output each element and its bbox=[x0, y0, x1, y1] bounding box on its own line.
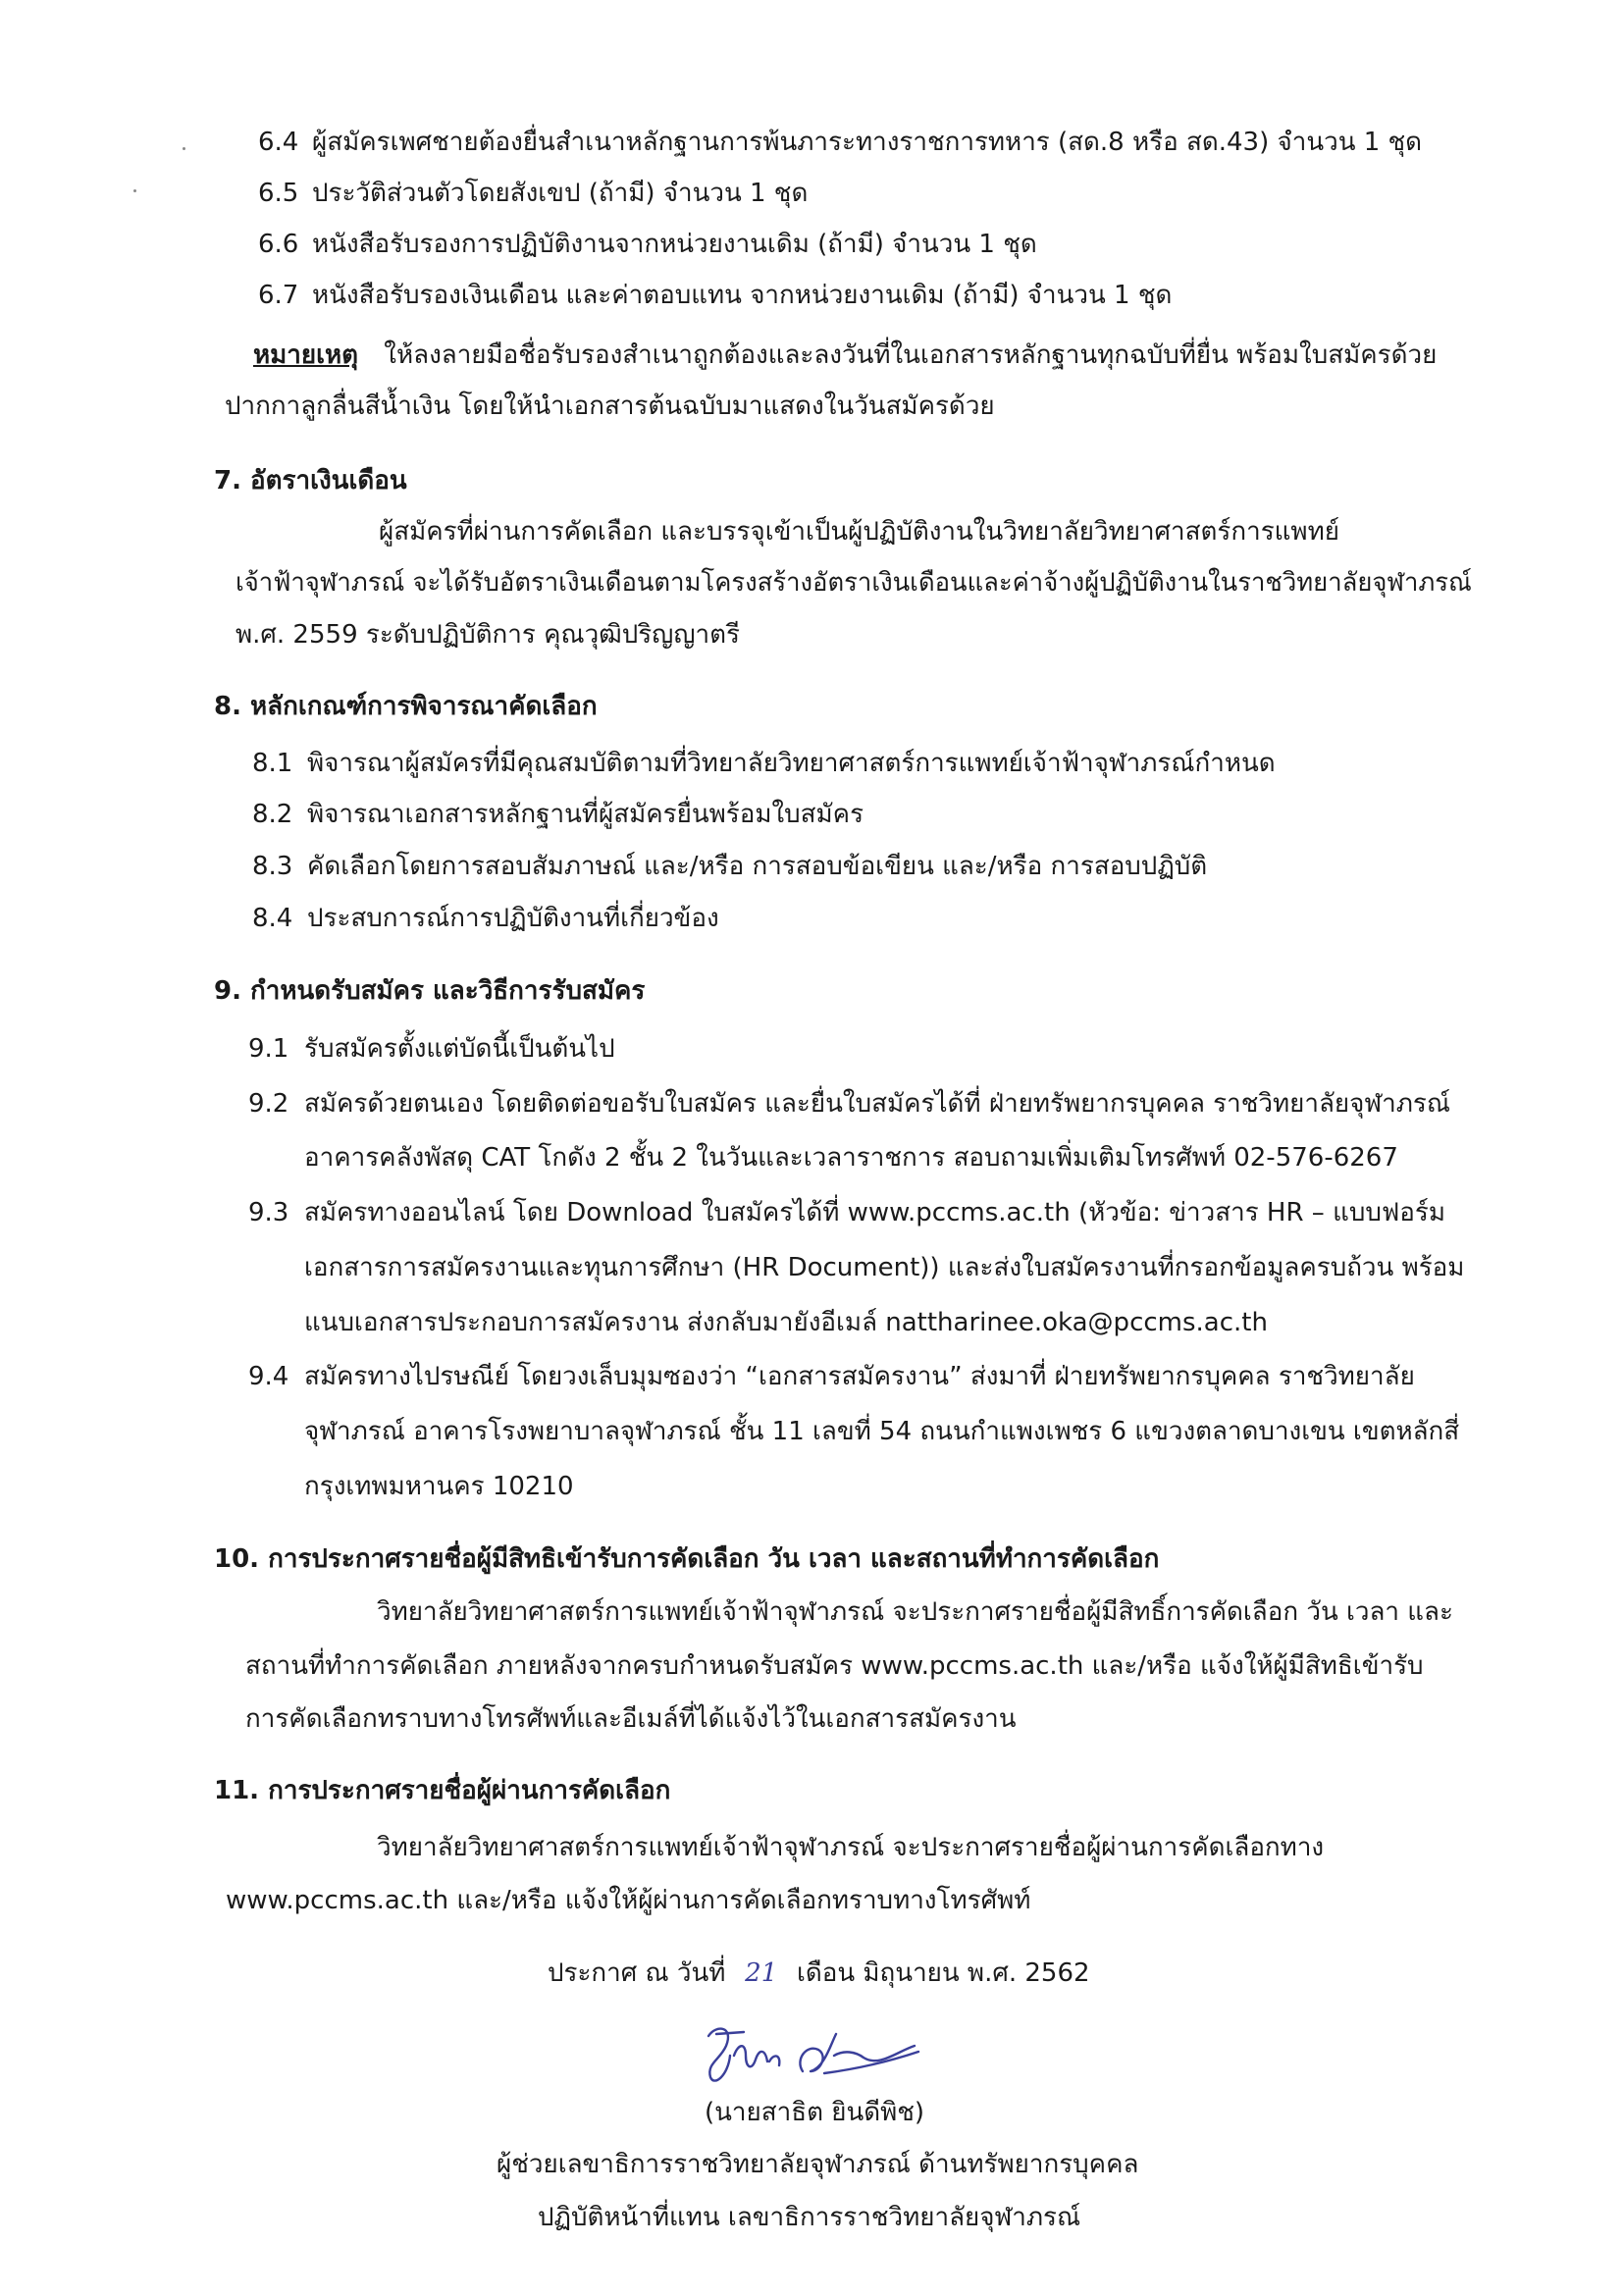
handwritten-day: 21 bbox=[745, 1958, 778, 1988]
list-item: 8.3 คัดเลือกโดยการสอบสัมภาษณ์ และ/หรือ การสอบข้อเขียน และ/หรือ การสอบปฏิบัติ bbox=[252, 852, 1208, 881]
announcement-date: ประกาศ ณ วันที่ 21 เดือน มิถุนายน พ.ศ. 2562 bbox=[548, 1958, 1090, 1988]
section-title: 10. การประกาศรายชื่อผู้มีสิทธิเข้ารับการคัดเลือก วัน เวลา และสถานที่ทำการคัดเลือก bbox=[214, 1544, 1160, 1574]
note-label: หมายเหตุ bbox=[253, 340, 359, 370]
list-item: 6.6 หนังสือรับรองการปฏิบัติงานจากหน่วยงานเดิม (ถ้ามี) จำนวน 1 ชุด bbox=[258, 230, 1037, 259]
section-title: 11. การประกาศรายชื่อผู้ผ่านการคัดเลือก bbox=[214, 1776, 671, 1805]
paragraph-line: www.pccms.ac.th และ/หรือ แจ้งให้ผู้ผ่านการคัดเลือกทราบทางโทรศัพท์ bbox=[226, 1886, 1031, 1915]
list-item: 6.4 ผู้สมัครเพศชายต้องยื่นสำเนาหลักฐานการพ้นภาระทางราชการทหาร (สด.8 หรือ สด.43) จำนวน 1 ชุด bbox=[258, 128, 1423, 157]
paragraph-line: สถานที่ทำการคัดเลือก ภายหลังจากครบกำหนดรับสมัคร www.pccms.ac.th และ/หรือ แจ้งให้ผู้มีสิทธิเข้ารับ bbox=[245, 1651, 1424, 1681]
section-title: 9. กำหนดรับสมัคร และวิธีการรับสมัคร bbox=[214, 976, 646, 1006]
signatory-position: ปฏิบัติหน้าที่แทน เลขาธิการราชวิทยาลัยจุฬาภรณ์ bbox=[538, 2203, 1081, 2232]
list-item: 6.7 หนังสือรับรองเงินเดือน และค่าตอบแทน จากหน่วยงานเดิม (ถ้ามี) จำนวน 1 ชุด bbox=[258, 281, 1173, 310]
paragraph-line: การคัดเลือกทราบทางโทรศัพท์และอีเมล์ที่ได้แจ้งไว้ในเอกสารสมัครงาน bbox=[245, 1704, 1017, 1734]
signature-image bbox=[687, 2016, 922, 2095]
paragraph-line: ผู้สมัครที่ผ่านการคัดเลือก และบรรจุเข้าเป็นผู้ปฏิบัติงานในวิทยาลัยวิทยาศาสตร์การแพทย์ bbox=[379, 517, 1339, 547]
paragraph-line: วิทยาลัยวิทยาศาสตร์การแพทย์เจ้าฟ้าจุฬาภรณ์ จะประกาศรายชื่อผู้ผ่านการคัดเลือกทาง bbox=[377, 1833, 1325, 1862]
list-item: 8.2 พิจารณาเอกสารหลักฐานที่ผู้สมัครยื่นพร้อมใบสมัคร bbox=[252, 800, 864, 829]
list-item: 6.5 ประวัติส่วนตัวโดยสังเขป (ถ้ามี) จำนวน 1 ชุด bbox=[258, 179, 809, 208]
section-title: 7. อัตราเงินเดือน bbox=[214, 466, 407, 496]
list-item-continued: อาคารคลังพัสดุ CAT โกดัง 2 ชั้น 2 ในวันและเวลาราชการ สอบถามเพิ่มเติมโทรศัพท์ 02-576-6267 bbox=[304, 1143, 1398, 1173]
list-item: 8.4 ประสบการณ์การปฏิบัติงานที่เกี่ยวข้อง bbox=[252, 904, 719, 933]
list-item: 9.4 สมัครทางไปรษณีย์ โดยวงเล็บมุมซองว่า “เอกสารสมัครงาน” ส่งมาที่ ฝ่ายทรัพยากรบุคคล ราชวิทยาลัย bbox=[248, 1362, 1415, 1391]
paragraph-line: พ.ศ. 2559 ระดับปฏิบัติการ คุณวุฒิปริญญาตรี bbox=[236, 620, 740, 650]
list-item: 9.1 รับสมัครตั้งแต่บัดนี้เป็นต้นไป bbox=[248, 1034, 615, 1064]
scan-speck bbox=[133, 189, 136, 192]
note-line: หมายเหตุ ให้ลงลายมือชื่อรับรองสำเนาถูกต้องและลงวันที่ในเอกสารหลักฐานทุกฉบับที่ยื่น พร้อมใบสมัครด้วย bbox=[253, 340, 1438, 370]
list-item-continued: แนบเอกสารประกอบการสมัครงาน ส่งกลับมายังอีเมล์ nattharinee.oka@pccms.ac.th bbox=[304, 1308, 1268, 1337]
paragraph-line: เจ้าฟ้าจุฬาภรณ์ จะได้รับอัตราเงินเดือนตามโครงสร้างอัตราเงินเดือนและค่าจ้างผู้ปฏิบัติงานในราชวิทยาลัยจุฬาภรณ์ bbox=[236, 568, 1472, 598]
signatory-name: (นายสาธิต ยินดีพิช) bbox=[705, 2098, 925, 2127]
list-item-continued: จุฬาภรณ์ อาคารโรงพยาบาลจุฬาภรณ์ ชั้น 11 เลขที่ 54 ถนนกำแพงเพชร 6 แขวงตลาดบางเขน เขตหลักสี่ bbox=[304, 1417, 1460, 1446]
paragraph-line: วิทยาลัยวิทยาศาสตร์การแพทย์เจ้าฟ้าจุฬาภรณ์ จะประกาศรายชื่อผู้มีสิทธิ์การคัดเลือก วัน เวลา และ bbox=[377, 1597, 1453, 1627]
note-line: ปากกาลูกลื่นสีน้ำเงิน โดยให้นำเอกสารต้นฉบับมาแสดงในวันสมัครด้วย bbox=[225, 391, 995, 421]
section-title: 8. หลักเกณฑ์การพิจารณาคัดเลือก bbox=[214, 692, 598, 721]
list-item: 8.1 พิจารณาผู้สมัครที่มีคุณสมบัติตามที่วิทยาลัยวิทยาศาสตร์การแพทย์เจ้าฟ้าจุฬาภรณ์กำหนด bbox=[252, 749, 1276, 778]
scan-speck bbox=[183, 147, 185, 150]
signatory-position: ผู้ช่วยเลขาธิการราชวิทยาลัยจุฬาภรณ์ ด้านทรัพยากรบุคคล bbox=[497, 2150, 1139, 2179]
list-item: 9.2 สมัครด้วยตนเอง โดยติดต่อขอรับใบสมัคร และยื่นใบสมัครได้ที่ ฝ่ายทรัพยากรบุคคล ราชวิทยาลัยจุฬาภรณ์ bbox=[248, 1089, 1450, 1119]
list-item: 9.3 สมัครทางออนไลน์ โดย Download ใบสมัครได้ที่ www.pccms.ac.th (หัวข้อ: ข่าวสาร HR – แบบฟอร์ม bbox=[248, 1198, 1445, 1227]
list-item-continued: กรุงเทพมหานคร 10210 bbox=[304, 1472, 574, 1501]
list-item-continued: เอกสารการสมัครงานและทุนการศึกษา (HR Document)) และส่งใบสมัครงานที่กรอกข้อมูลครบถ้วน พร้อม bbox=[304, 1253, 1465, 1282]
